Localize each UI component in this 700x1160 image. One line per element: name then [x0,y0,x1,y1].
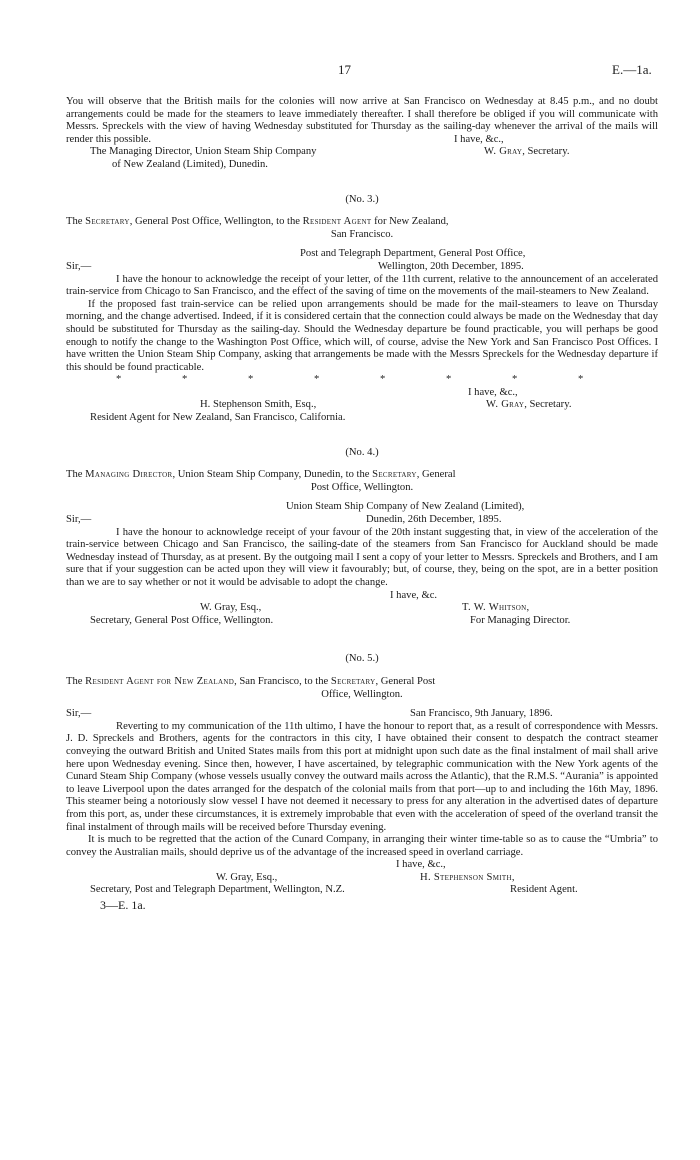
letter5-signature-title: Resident Agent. [510,884,578,896]
letter3-heading-to: Resident Agent [302,216,372,228]
letter4-sender-address: Union Steam Ship Company of New Zealand (Limited), [286,501,525,513]
letter4-recipient-title: Secretary, General Post Office, Wellington. [90,614,274,626]
letter3-date: Wellington, 20th December, 1895. [378,260,524,272]
letter4-signature [462,602,529,615]
signature-mark: 3—E. 1a. [100,898,146,913]
intro-signature-name: W. Gray [484,146,523,158]
document-reference: E.—1a. [612,62,652,77]
letter5-closing: I have, &c., [396,859,446,871]
letter5-signature [420,872,514,885]
letter5-heading-line2: Office, Wellington. [321,688,403,700]
letter3-signature-name: W. Gray [486,399,525,411]
letter5-heading [66,676,658,689]
letter5-heading-mid2: , General Post [375,675,436,687]
page-body [66,96,658,912]
letter4-date: Dunedin, 26th December, 1895. [366,514,502,526]
letter4-signature-suffix: , [526,602,530,614]
letter5-recipient-title: Secretary, Post and Telegraph Department, Wellington, N.Z. [90,884,345,896]
letter4-heading-line2: Post Office, Wellington. [310,481,414,493]
letter3-recipient: H. Stephenson Smith, Esq., [200,399,317,411]
star: * [116,374,122,386]
letter5-date: San Francisco, 9th January, 1896. [410,708,553,720]
letter5-number: (No. 5.) [345,653,379,665]
letter4-number: (No. 4.) [345,446,379,458]
letter3-heading-mid2: for New Zealand, [371,216,449,228]
letter5-heading-from: Resident Agent for New Zealand [85,675,235,687]
letter4-recipient: W. Gray, Esq., [200,602,262,614]
letter4-heading-mid1: , Union Steam Ship Company, Dunedin, to the [172,469,373,481]
letter3-number: (No. 3.) [345,193,379,205]
letter3-closing: I have, &c., [468,386,518,398]
intro-addressee-line2: of New Zealand (Limited), Dunedin. [112,158,268,170]
letter4-heading-mid2: , General [416,469,456,481]
letter3-sender-address: Post and Telegraph Department, General Post Office, [300,248,526,260]
letter5-heading-pre: The [66,675,86,687]
page-number: 17 [338,62,351,77]
star: * [512,374,518,386]
letter3-heading: The Secretary, General Post Office, Wellington, to the Resident Agent for New Zealand, [66,216,449,228]
letter3-salutation: Sir,— [66,260,92,272]
letter3-signature-title: , Secretary. [524,399,572,411]
letter4-closing: I have, &c. [390,589,438,601]
star: * [314,374,320,386]
letter5-salutation: Sir,— [66,708,92,720]
intro-closing: I have, &c., [454,133,504,145]
letter4-heading-pre: The [66,469,86,481]
letter5-heading-mid1: , San Francisco, to the [234,675,331,687]
letter4-para1: I have the honour to acknowledge receipt of your favour of the 20th instant suggesting that, in view of the acceleration of the train-service between Chicago and San Francisco, the sailing-date of the steamers from San Francisco for Auckland should be made Wednesday instead of Thursday, as at present. By the outgoing mail I sent a copy of your letter to Messrs. Spreckels and Brothers, and I am sure that if your suggestion can be acted upon they will view it favourably; but, of course, they, being on the spot, are in a better position than we are to say whether or not it would be advisable to adopt the change. [66,526,658,588]
letter5-signature-suffix: , [511,871,515,883]
letter5-para1: Reverting to my communication of the 11th ultimo, I have the honour to report that, as a result of correspondence with Messrs. J. D. Spreckels and Brothers, agents for the contractors in this city, I have obtained their consent to despatch the contract steamer conveying the outward British and United States mails from this port at midnight upon such date as the final instalment of mail shall arive here upon Wednesday evening. Since then, however, I have ascertained, by telegraphic communication with the New York agents of the Cunard Steam Ship Company (whose vessels usually convey the outward mails across the Atlantic), that the R.M.S. “Aurania” is appointed to leave Liverpool upon the dates arranged for the despatch of the colonial mails from that port—up to and including the 16th May, 1896. This steamer being a notoriously slow vessel I have not deemed it necessary to press for any alteration in the advertised dates of departure from this port, as, under these circumstances, it is extremely improbable that even with the acceleration of speed of the overland transit the final instalment of through mails will be received before Thursday evening. [66,720,658,833]
star: * [578,374,584,386]
letter3-para2: If the proposed fast train-service can be relied upon arrangements should be made for the mail-steamers to leave on Thursday morning, and the change advertised. Indeed, if it is considered certain that the connection could always be made on the Wednesday that day should be substituted for Thursday as the sailing-day. Should the Wednesday departure be found practicable, you will perhaps be good enough to notify the change to the Washington Post Office, which will, of course, advise the New York and San Francisco Post Offices. I have written the Union Steam Ship Company, asking that arrangements be made with the Messrs Spreckels for the Wednesday departure if this should be found practicable. [66,298,658,373]
letter3-para1: I have the honour to acknowledge the receipt of your letter, of the 11th current, relative to the announcement of an accelerated train-service from Chicago to San Francisco, and the effect of the saving of time on the movements of the mail-steamers to New Zealand. [66,273,658,298]
letter3-recipient-title: Resident Agent for New Zealand, San Francisco, California. [90,412,346,424]
letter4-heading-to: Secretary [372,469,417,481]
star: * [380,374,386,386]
letter4-heading-from: Managing Director [85,469,173,481]
letter5-para2: It is much to be regretted that the action of the Cunard Company, in arranging their winter time-table so as to cause the “Umbria” to convey the Australian mails, should deprive us of the advantage of the increased speed in overland carriage. [66,834,658,858]
letter3-heading-line2: San Francisco. [330,228,394,240]
intro-signature-title: , Secretary. [522,146,570,158]
star: * [446,374,452,386]
letter4-salutation: Sir,— [66,514,92,526]
intro-paragraph: You will observe that the British mails for the colonies will now arrive at San Francisco on Wednesday at 8.45 p.m., and no doubt arrangements could be made for the steamers to leave immediately thereafter. I shall therefore be obliged if you will communicate with Messrs. Spreckels with the view of having Wednesday substituted for Thursday as the sailing-day whenever the arrival of the mails will render this possible. [66,96,658,145]
letter5-heading-to: Secretary [330,675,376,687]
star: * [182,374,188,386]
letter3-omission-stars [66,374,658,387]
letter3-heading-from: Secretary [85,216,130,228]
letter5-signature-name: H. Stephenson Smith [420,871,512,883]
letter4-signature-name: T. W. Whitson [462,602,527,614]
letter3-signature [486,399,571,412]
letter5-recipient: W. Gray, Esq., [216,871,278,883]
letter4-heading [66,469,658,482]
intro-addressee: The Managing Director, Union Steam Ship Company [90,146,317,158]
star: * [248,374,254,386]
letter3-heading-mid1: , General Post Office, Wellington, to the [129,216,303,228]
letter4-signature-title: For Managing Director. [470,614,571,626]
intro-signature [484,146,569,159]
